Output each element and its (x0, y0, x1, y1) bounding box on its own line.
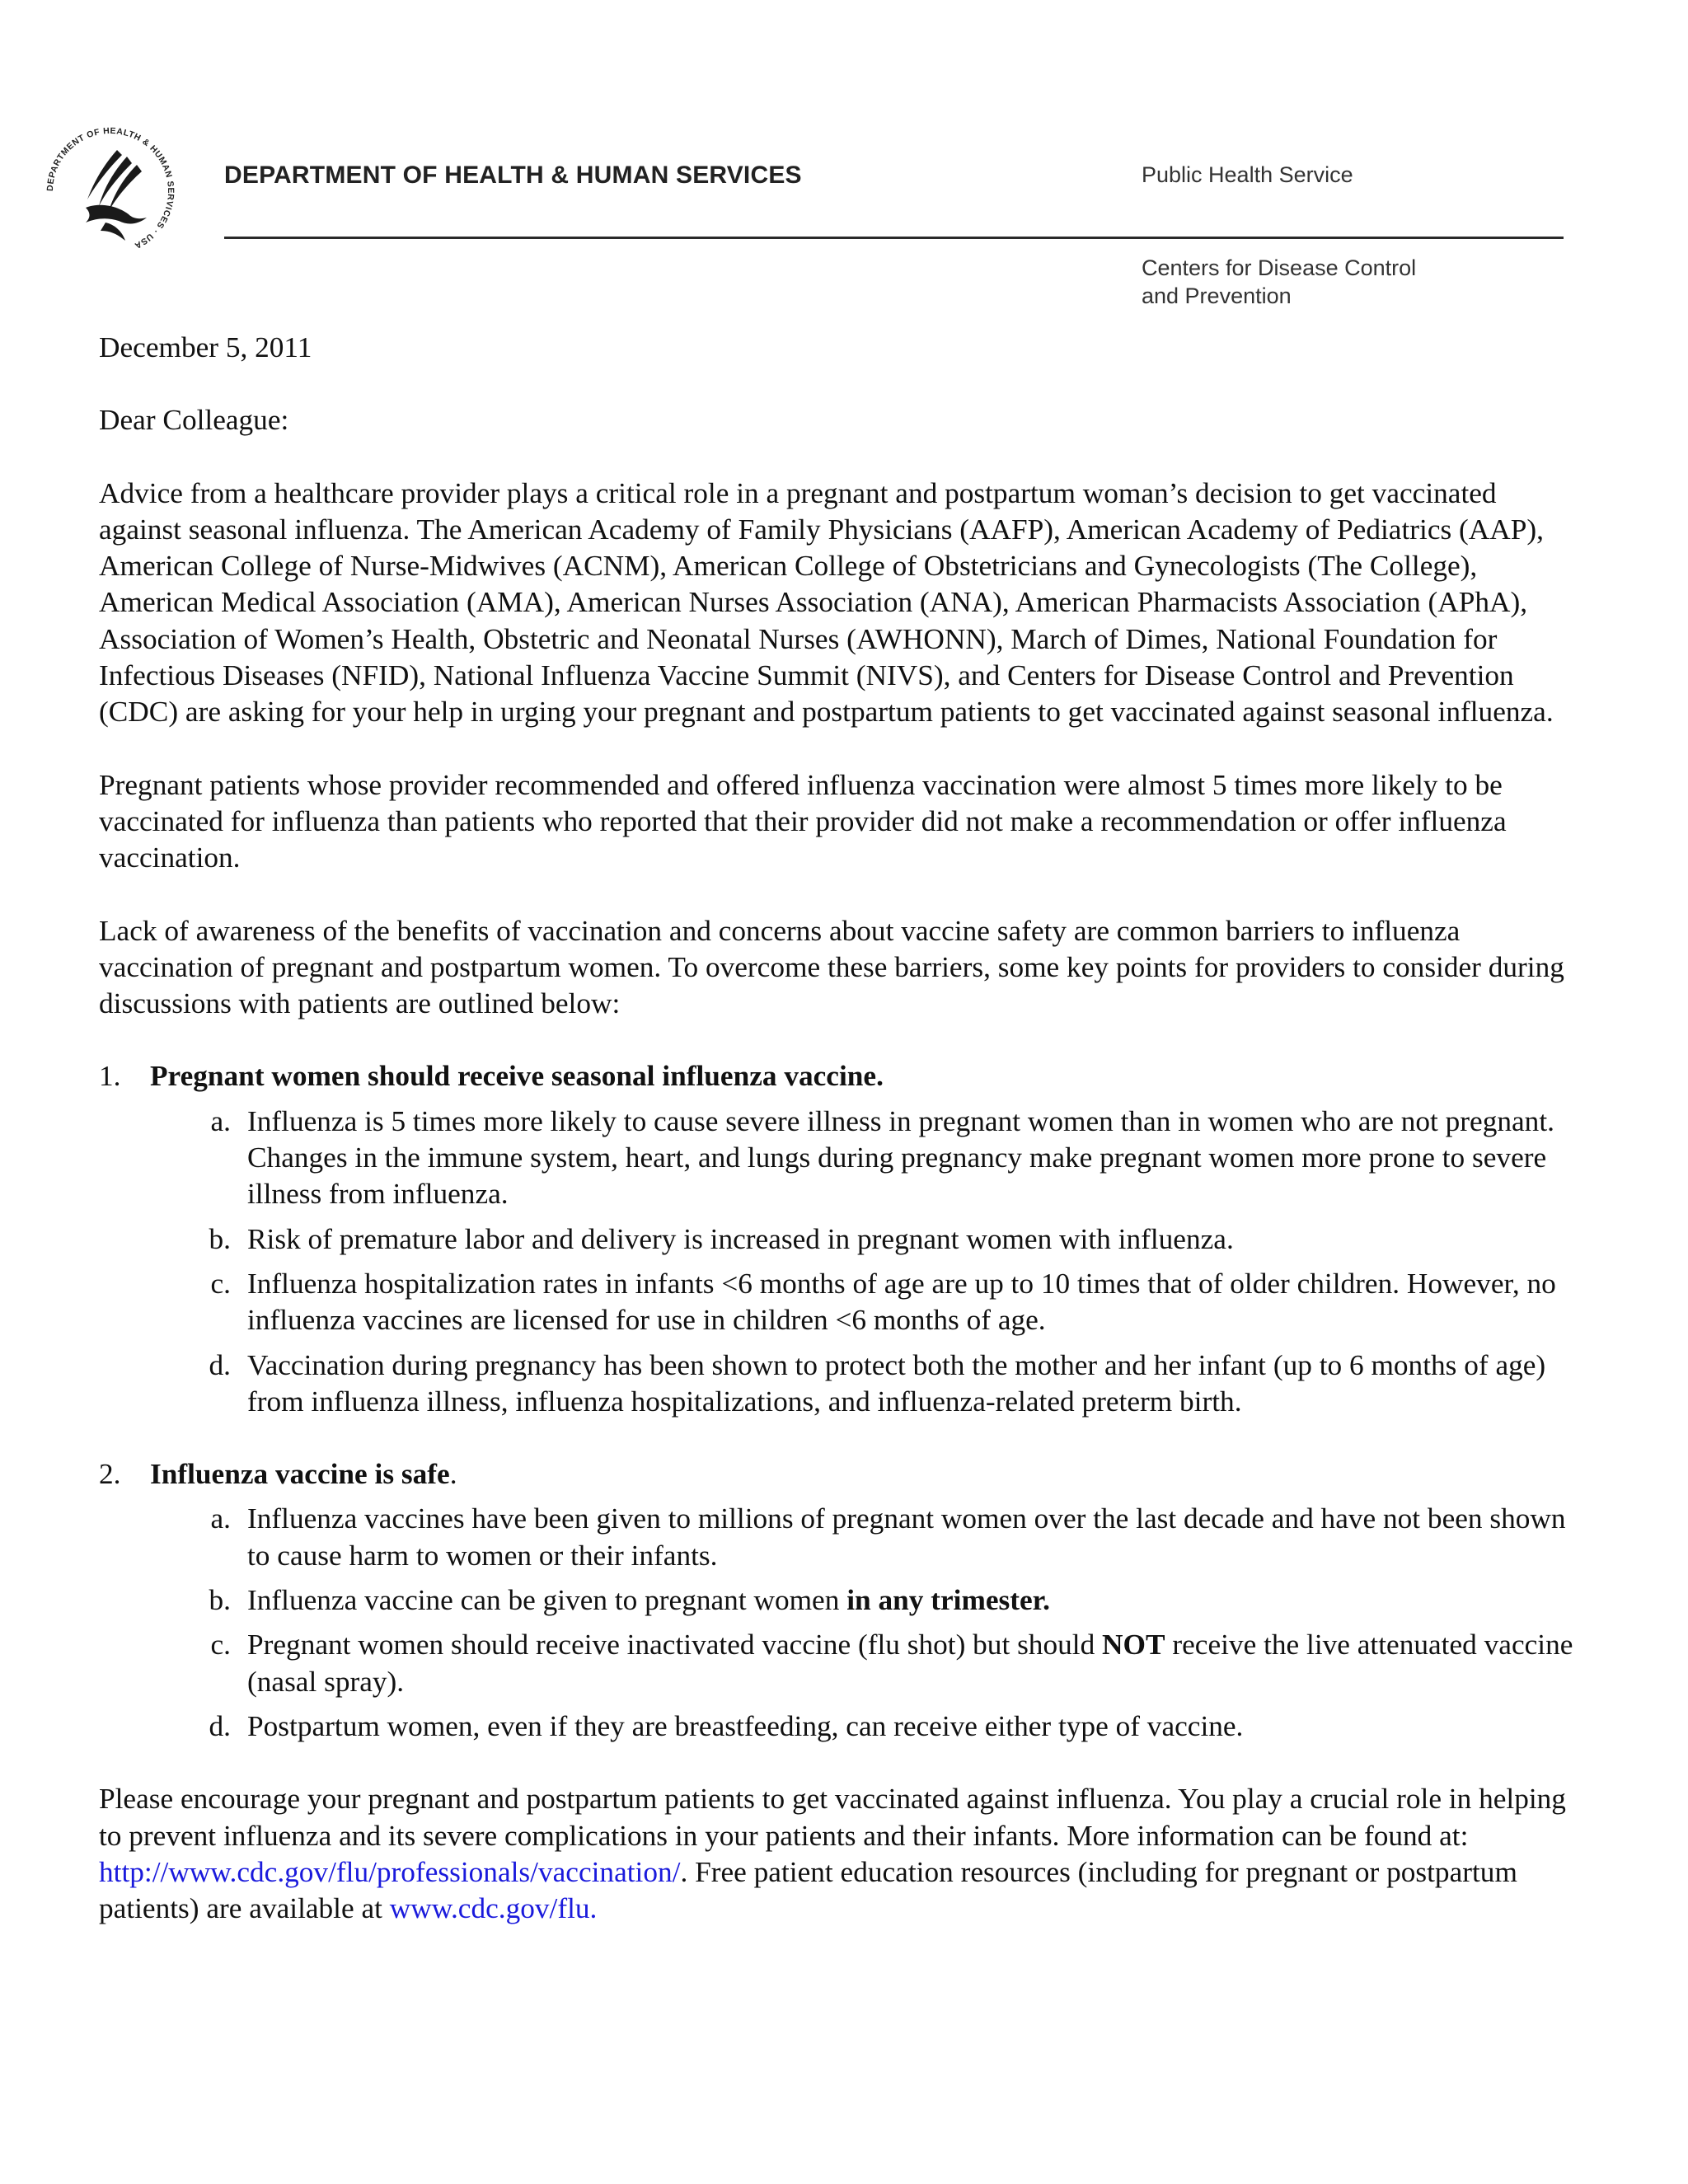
seal-text: DEPARTMENT OF HEALTH & HUMAN SERVICES · USA (45, 125, 176, 251)
key-point-title-suffix: . (449, 1458, 457, 1491)
sub-point-letter: a. (210, 1502, 231, 1535)
sub-point-text-after: receive the live attenuated vaccine (nasal spray). (247, 1629, 1573, 1698)
closing-paragraph (99, 1781, 1582, 1927)
paragraph-1: Advice from a healthcare provider plays a critical role in a pregnant and postpartum woman’s decision to get vaccinated against seasonal influenza. The American Academy of Family Physicians (AAFP), American Academy of Pediatrics (AAP), American College of Nurse-Midwives (ACNM), American College of Obstetricians and Gynecologists (The College), American Medical Association (AMA), American Nurses Association (ANA), American Pharmacists Association (APhA), Association of Women’s Health, Obstetric and Neonatal Nurses (AWHONN), March of Dimes, National Foundation for Infectious Diseases (NFID), National Influenza Vaccine Summit (NIVS), and Centers for Disease Control and Prevention (CDC) are asking for your help in urging your pregnant and postpartum patients to get vaccinated against seasonal influenza. (99, 476, 1554, 729)
header-divider (224, 237, 1564, 239)
sub-point-text: Risk of premature labor and delivery is increased in pregnant women with influenza. (247, 1222, 1234, 1255)
cdc-flu-link[interactable]: www.cdc.gov/flu. (389, 1892, 598, 1925)
hhs-eagle-seal-icon (36, 117, 185, 265)
key-point-1 (99, 1058, 1582, 1094)
spacer (99, 1420, 1582, 1456)
sub-point-letter: a. (210, 1104, 231, 1137)
sub-point (99, 1104, 1582, 1213)
agency-line-1: Centers for Disease Control (1142, 255, 1417, 280)
sub-point (99, 1266, 1582, 1339)
sub-point-letter: d. (209, 1709, 231, 1742)
agency-name (1142, 254, 1416, 310)
agency-line-2: and Prevention (1142, 284, 1292, 308)
letter-date: December 5, 2011 (99, 331, 312, 363)
key-points-list (99, 1058, 1582, 1745)
key-point-title: Influenza vaccine is safe (150, 1458, 450, 1491)
sub-point-letter: d. (209, 1348, 231, 1381)
sub-point-text: Influenza hospitalization rates in infants <6 months of age are up to 10 times that of older children. However, no influenza vaccines are licensed for use in children <6 months of age. (247, 1267, 1556, 1337)
sub-point-letter: b. (209, 1584, 231, 1617)
sub-point-emphasis: in any trimester. (846, 1584, 1050, 1617)
sub-point-letter: b. (209, 1222, 231, 1255)
sub-point (99, 1582, 1582, 1619)
sub-point (99, 1627, 1582, 1700)
paragraph-2: Pregnant patients whose provider recommended and offered influenza vaccination were almost 5 times more likely to be vaccinated for influenza than patients who reported that their provider did not make a recommendation or offer influenza vaccination. (99, 768, 1507, 874)
sub-point (99, 1347, 1582, 1421)
sub-point-letter: c. (210, 1629, 231, 1661)
sub-point (99, 1708, 1582, 1745)
public-health-service: Public Health Service (1142, 162, 1353, 187)
letter-body (99, 330, 1582, 1927)
sub-point (99, 1501, 1582, 1574)
sub-point-text: Pregnant women should receive inactivated vaccine (flu shot) but should (247, 1629, 1103, 1661)
sub-point-text: Vaccination during pregnancy has been shown to protect both the mother and her infant (up to 6 months of age) from influenza illness, influenza hospitalizations, and influenza-related preterm birth. (247, 1348, 1546, 1418)
salutation: Dear Colleague: (99, 404, 289, 437)
key-point-2 (99, 1456, 1582, 1493)
sub-point-letter: c. (210, 1267, 231, 1300)
sub-point-text: Influenza vaccine can be given to pregnant women (247, 1584, 847, 1617)
key-point-number: 1. (99, 1060, 121, 1093)
sub-point-text: Postpartum women, even if they are breastfeeding, can receive either type of vaccine. (247, 1709, 1244, 1742)
paragraph-3: Lack of awareness of the benefits of vaccination and concerns about vaccine safety are common barriers to influenza vaccination of pregnant and postpartum women. To overcome these barriers, some key points for providers to consider during discussions with patients are outlined below: (99, 914, 1564, 1020)
key-point-number: 2. (99, 1458, 121, 1491)
sub-point (99, 1221, 1582, 1258)
sub-point-text: Influenza vaccines have been given to millions of pregnant women over the last decade and have not been shown to cause harm to women or their infants. (247, 1502, 1566, 1572)
sub-point-text: Influenza is 5 times more likely to cause severe illness in pregnant women than in women who are not pregnant. Changes in the immune system, heart, and lungs during pregnancy make pregnant women more prone to severe illness from influenza. (247, 1104, 1554, 1211)
closing-text-1: Please encourage your pregnant and postpartum patients to get vaccinated against influenza. You play a crucial role in helping to prevent influenza and its severe complications in your patients and their infants. More information can be found at: (99, 1783, 1566, 1852)
closing-text-2: . Free patient education resources (including for pregnant or postpartum patients) are available at (99, 1855, 1517, 1925)
sub-point-emphasis: NOT (1102, 1629, 1165, 1661)
key-point-title: Pregnant women should receive seasonal influenza vaccine. (150, 1060, 884, 1093)
department-name: DEPARTMENT OF HEALTH & HUMAN SERVICES (224, 162, 802, 189)
cdc-vaccination-link[interactable]: http://www.cdc.gov/flu/professionals/vaccination/ (99, 1855, 681, 1888)
spacer (99, 1745, 1582, 1781)
